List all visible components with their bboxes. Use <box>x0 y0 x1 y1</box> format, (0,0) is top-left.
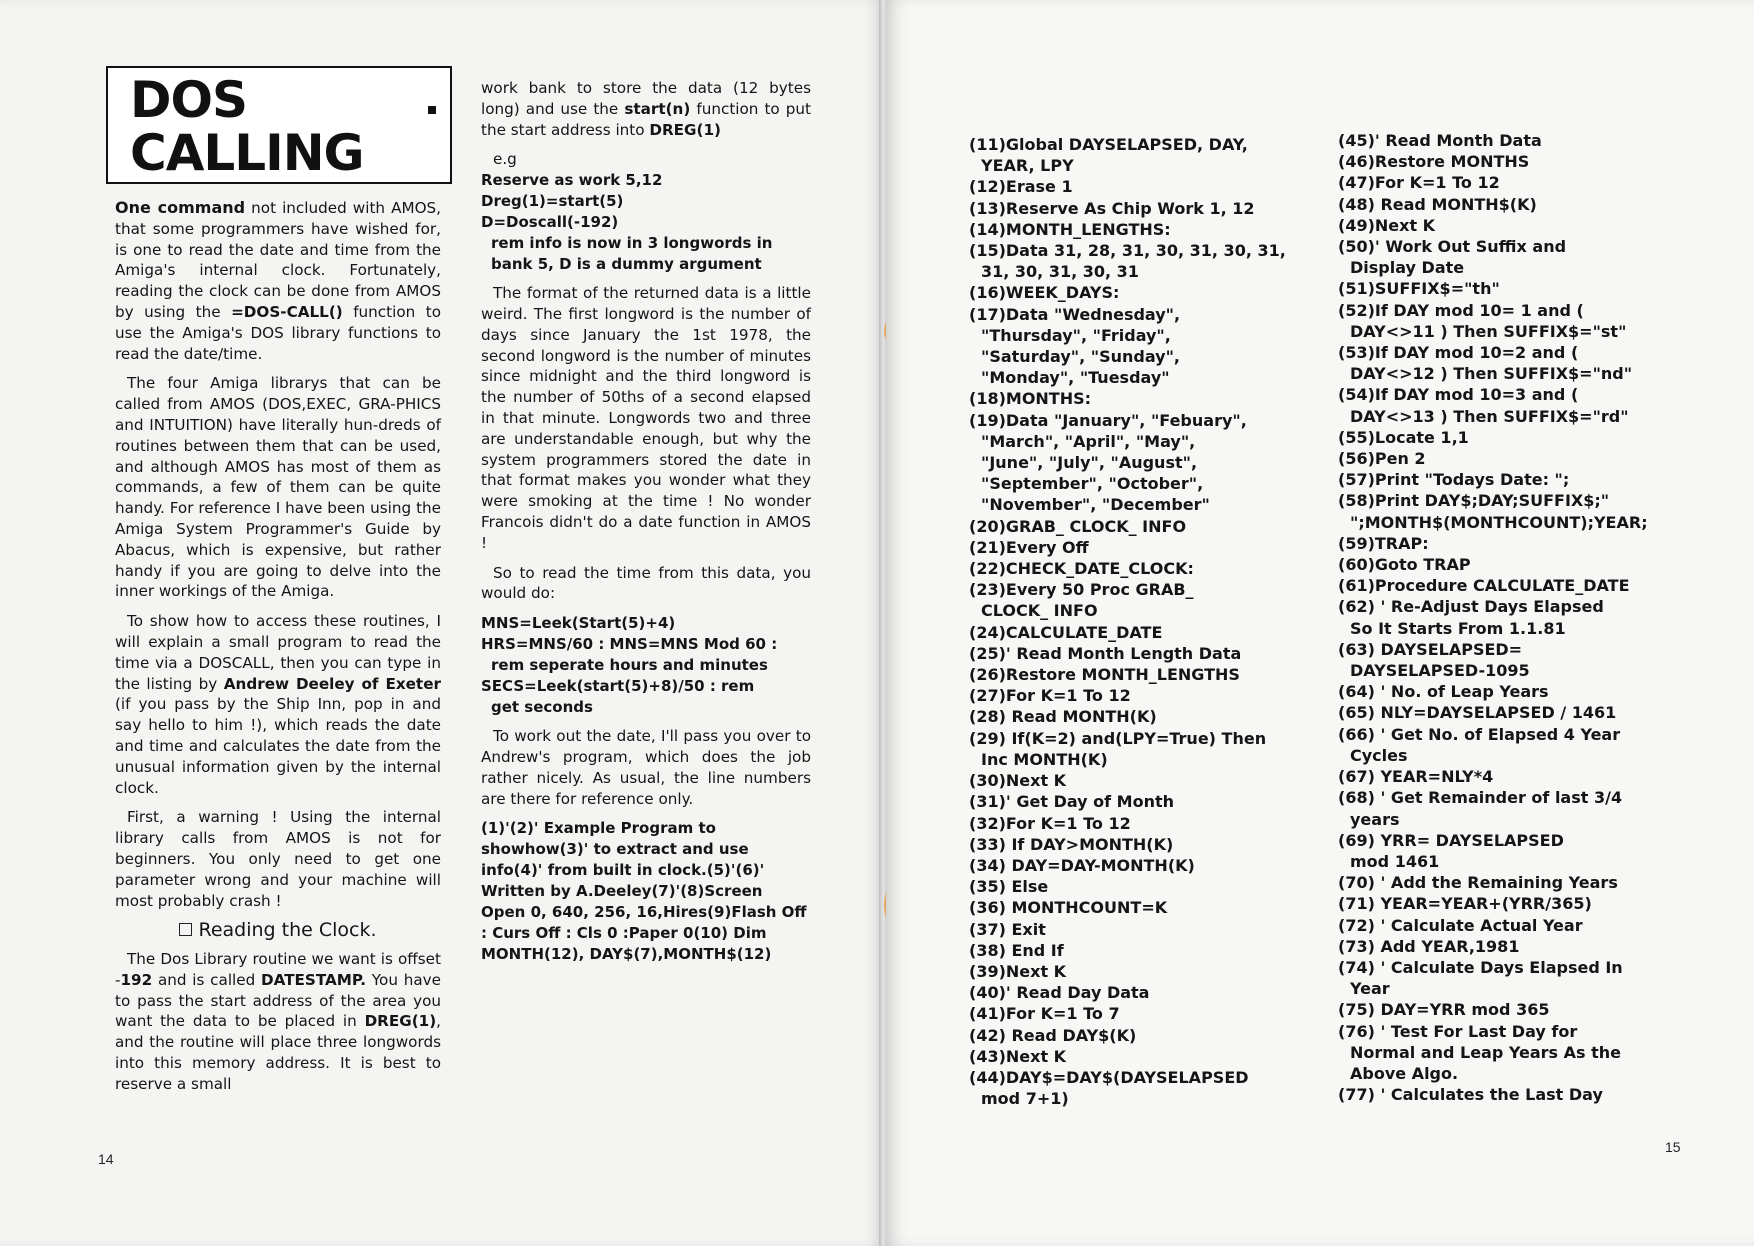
listing-line: (54)If DAY mod 10=3 and ( <box>1338 385 1579 405</box>
listing-line: (35) Else <box>969 877 1049 897</box>
code-line: Dreg(1)=start(5) <box>481 192 624 211</box>
listing-line: (21)Every Off <box>969 537 1089 557</box>
page-number-right: 15 <box>1665 1139 1681 1155</box>
listing-line: (8)Screen Open 0, 640, 256, 16, <box>481 882 763 922</box>
listing-line: (24)CALCULATE_DATE <box>969 622 1163 642</box>
listing-line: (63) DAYSELAPSED= <box>1338 639 1523 659</box>
listing-line: (61)Procedure CALCULATE_DATE <box>1338 576 1630 596</box>
listing-column-4 <box>1338 130 1648 1105</box>
listing-line: (31)' Get Day of Month <box>969 792 1175 812</box>
listing-line: (67) YEAR=NLY*4 <box>1338 767 1494 787</box>
listing-line-continuation: Paper 0 <box>628 924 694 943</box>
listing-line: (34) DAY=DAY-MONTH(K) <box>969 855 1195 875</box>
paragraph-workbank: work bank to store the data (12 bytes long) and use the start(n) function to put the start address into DREG(1) <box>481 79 811 139</box>
paragraph-read-time: So to read the time from this data, you would do: <box>481 563 811 603</box>
code-block-reserve <box>481 170 811 275</box>
paragraph-intro: One command not included with AMOS, that some programmers have wished for, is one to read the date and time from the Amiga's internal clock. Fortunately, reading the clock can be done from AMOS by using the =DOS-CALL() function to use the Amiga's DOS library functions to read the date/time. <box>115 198 441 363</box>
listing-line: (38) End If <box>969 940 1064 960</box>
listing-start <box>481 818 811 965</box>
code-line: HRS=MNS/60 : MNS=MNS Mod 60 : <box>481 635 778 654</box>
listing-line: (56)Pen 2 <box>1338 449 1426 469</box>
code-block-time <box>481 613 811 718</box>
listing-line-continuation: "Monday", "Tuesday" <box>981 368 1170 388</box>
listing-line: (36) MONTHCOUNT=K <box>969 898 1168 918</box>
listing-line: (16)WEEK_DAYS: <box>969 283 1120 303</box>
paragraph-routines: To show how to access these routines, I will explain a small program to read the time via a DOSCALL, then you can type in the listing by Andrew Deeley of Exeter (if you pass by the Ship Inn, pop in and say hello to him !), which reads the date and time and calculates the date from the unusual information given by the internal clock. <box>115 612 441 797</box>
listing-line: (73) Add YEAR,1981 <box>1338 936 1520 956</box>
listing-line-continuation: ";MONTH$(MONTHCOUNT);YEAR; <box>1350 512 1648 532</box>
listing-line: (19)Data "January", "Febuary", <box>969 410 1247 430</box>
listing-line: (23)Every 50 Proc GRAB_ <box>969 580 1194 600</box>
listing-line: (13)Reserve As Chip Work 1, 12 <box>969 198 1255 218</box>
paragraph-format: The format of the returned data is a little weird. The first longword is the number of days since January the 1st 1978, the second longword is the number of minutes since midnight and the third longword is the number of 50ths of a second elapsed in that minute. Longwords two and three are understandable enough, but why the system programmers stored the date in that format makes you wonder what they were smoking at the time ! No wonder Francois didn't do a date function in AMOS ! <box>481 284 811 552</box>
listing-line: (37) Exit <box>969 919 1046 939</box>
listing-line: (32)For K=1 To 12 <box>969 813 1131 833</box>
listing-line: (3)' to extract and use info <box>481 840 749 880</box>
code-line: bank 5, D is a dummy argument <box>491 255 762 274</box>
listing-line-continuation: DAY<>12 ) Then SUFFIX$="nd" <box>1350 364 1633 384</box>
listing-line-continuation: years <box>1350 809 1400 829</box>
listing-line: (62) ' Re-Adjust Days Elapsed <box>1338 597 1604 617</box>
checkbox-icon <box>179 923 192 936</box>
listing-line-continuation: Display Date <box>1350 258 1465 278</box>
listing-line: (28) Read MONTH(K) <box>969 707 1157 727</box>
column-1 <box>115 198 441 1104</box>
listing-line: (5)' <box>706 861 736 880</box>
listing-line-continuation: CLOCK_ INFO <box>981 601 1098 621</box>
paragraph-libraries: The four Amiga librarys that can be called from AMOS (DOS,EXEC, GRA-PHICS and INTUITION) have literally hun-dreds of routines between them that can be used, and although AMOS has most of them as commands, a few of them can be quite handy. For reference I have been using the Amiga System Programmer's Guide by Abacus, which is expensive, but rather handy if you are going to delve into the inner workings of the Amiga. <box>115 374 441 601</box>
listing-line: (9)Flash Off : Curs Off : Cls 0 : <box>481 903 807 943</box>
listing-line: (43)Next K <box>969 1046 1067 1066</box>
listing-line: (64) ' No. of Leap Years <box>1338 682 1549 702</box>
listing-line: (2)' Example Program to show <box>481 819 716 859</box>
listing-line-continuation: "September", "October", <box>981 474 1204 494</box>
listing-line: (57)Print "Todays Date: "; <box>1338 470 1570 490</box>
title-box <box>106 66 452 184</box>
listing-line: (74) ' Calculate Days Elapsed In <box>1338 957 1623 977</box>
listing-line-continuation: Inc MONTH(K) <box>981 749 1108 769</box>
listing-line: (25)' Read Month Length Data <box>969 643 1242 663</box>
listing-line: (42) Read DAY$(K) <box>969 1025 1137 1045</box>
listing-line-continuation: "March", "April", "May", <box>981 431 1196 451</box>
paragraph-warning: First, a warning ! Using the internal library calls from AMOS is not for beginners. You only need to get one parameter wrong and your machine will most probably crash ! <box>115 808 441 910</box>
title-line-1: DOS <box>130 71 248 129</box>
listing-line: (22)CHECK_DATE_CLOCK: <box>969 559 1194 579</box>
listing-line-continuation: Cycles <box>1350 745 1408 765</box>
listing-line: (30)Next K <box>969 771 1067 791</box>
eg-label: e.g <box>493 150 517 169</box>
listing-line: (50)' Work Out Suffix and <box>1338 237 1567 257</box>
listing-line-continuation: So It Starts From 1.1.81 <box>1350 618 1566 638</box>
listing-line: (29) If(K=2) and(LPY=True) Then <box>969 728 1267 748</box>
listing-line: (49)Next K <box>1338 215 1436 235</box>
listing-line: (65) NLY=DAYSELAPSED / 1461 <box>1338 703 1617 723</box>
listing-line-continuation: Above Algo. <box>1350 1063 1459 1083</box>
listing-column-3 <box>969 134 1286 1109</box>
listing-line: (7)' <box>651 882 681 901</box>
listing-line: (48) Read MONTH$(K) <box>1338 194 1537 214</box>
listing-line: (55)Locate 1,1 <box>1338 427 1469 447</box>
listing-line: (59)TRAP: <box>1338 533 1429 553</box>
listing-line: (66) ' Get No. of Elapsed 4 Year <box>1338 724 1621 744</box>
listing-line-continuation: "Thursday", "Friday", <box>981 325 1171 345</box>
listing-line: (41)For K=1 To 7 <box>969 1004 1120 1024</box>
listing-line: (68) ' Get Remainder of last 3/4 <box>1338 788 1623 808</box>
code-line: Reserve as work 5,12 <box>481 171 663 190</box>
listing-line-continuation: Year <box>1350 979 1390 999</box>
code-line: D=Doscall(-192) <box>481 213 619 232</box>
listing-line: (72) ' Calculate Actual Year <box>1338 915 1583 935</box>
listing-line: (45)' Read Month Data <box>1338 131 1542 150</box>
listing-line-continuation: YEAR, LPY <box>981 156 1074 176</box>
listing-line-continuation: mod 1461 <box>1350 851 1440 871</box>
listing-line: (52)If DAY mod 10= 1 and ( <box>1338 300 1584 320</box>
paragraph-workout: To work out the date, I'll pass you over to Andrew's program, which does the job rather nicely. As usual, the line numbers are there for reference only. <box>481 727 811 808</box>
column-2 <box>481 78 811 965</box>
listing-line: (4)' from built in clock. <box>513 861 707 880</box>
title-dot <box>428 106 436 114</box>
paragraph-datestamp: The Dos Library routine we want is offset -192 and is called DATESTAMP. You have to pass the start address of the area you want the data to be placed in DREG(1), and the routine will place three longwords into this memory address. It is best to reserve a small <box>115 950 441 1093</box>
listing-line: (76) ' Test For Last Day for <box>1338 1021 1578 1041</box>
listing-line-continuation: DAY<>13 ) Then SUFFIX$="rd" <box>1350 406 1629 426</box>
listing-line: (60)Goto TRAP <box>1338 555 1471 575</box>
listing-line: (70) ' Add the Remaining Years <box>1338 873 1618 893</box>
code-line: rem info is now in 3 longwords in <box>491 234 773 253</box>
listing-line: (14)MONTH_LENGTHS: <box>969 219 1171 239</box>
listing-line-continuation: DAY<>11 ) Then SUFFIX$="st" <box>1350 321 1627 341</box>
listing-line: (6)' Written by A.Deeley <box>481 861 765 901</box>
listing-line: (46)Restore MONTHS <box>1338 152 1530 172</box>
listing-line: (44)DAY$=DAY$(DAYSELAPSED <box>969 1067 1249 1087</box>
listing-line: (77) ' Calculates the Last Day <box>1338 1085 1603 1105</box>
title-line-2: CALLING <box>130 124 364 182</box>
listing-line: (33) If DAY>MONTH(K) <box>969 834 1174 854</box>
listing-line-continuation: MONTH$(12) <box>663 945 772 964</box>
listing-line: (11)Global DAYSELAPSED, DAY, <box>969 135 1248 154</box>
code-line: SECS=Leek(start(5)+8)/50 : rem <box>481 677 755 696</box>
code-line: MNS=Leek(Start(5)+4) <box>481 614 676 633</box>
listing-line-continuation: "Saturday", "Sunday", <box>981 347 1180 367</box>
listing-line: (71) YEAR=YEAR+(YRR/365) <box>1338 894 1592 914</box>
listing-line: (27)For K=1 To 12 <box>969 686 1131 706</box>
listing-line: (15)Data 31, 28, 31, 30, 31, 30, 31, <box>969 241 1286 261</box>
listing-line: (10) Dim MONTH(12), DAY$(7), <box>481 924 767 964</box>
listing-line: (53)If DAY mod 10=2 and ( <box>1338 343 1579 363</box>
listing-line: (18)MONTHS: <box>969 389 1092 409</box>
page-number-left: 14 <box>98 1151 114 1167</box>
code-line: rem seperate hours and minutes <box>491 656 768 675</box>
listing-line-continuation: mod 7+1) <box>981 1089 1069 1109</box>
listing-line-continuation: how <box>524 840 560 859</box>
listing-line: (47)For K=1 To 12 <box>1338 173 1500 193</box>
listing-line: (40)' Read Day Data <box>969 983 1150 1003</box>
right-page <box>886 0 1754 1246</box>
article-title <box>130 71 364 182</box>
listing-line: (75) DAY=YRR mod 365 <box>1338 1000 1550 1020</box>
listing-line-continuation: DAYSELAPSED-1095 <box>1350 661 1530 681</box>
listing-line: (20)GRAB_ CLOCK_ INFO <box>969 516 1187 536</box>
listing-line: (58)Print DAY$;DAY;SUFFIX$;" <box>1338 491 1610 511</box>
listing-line-continuation: Hires <box>662 903 708 922</box>
code-line: get seconds <box>491 698 593 717</box>
listing-line: (39)Next K <box>969 961 1067 981</box>
listing-line: (12)Erase 1 <box>969 177 1073 197</box>
listing-line: (1)' <box>481 819 510 838</box>
listing-line-continuation: "June", "July", "August", <box>981 453 1198 473</box>
listing-line-continuation: 31, 30, 31, 30, 31 <box>981 262 1139 282</box>
subheading: Reading the Clock. <box>115 920 441 941</box>
listing-line: (26)Restore MONTH_LENGTHS <box>969 665 1240 685</box>
listing-line-continuation: "November", "December" <box>981 495 1210 515</box>
listing-line: (51)SUFFIX$="th" <box>1338 279 1500 299</box>
listing-line: (17)Data "Wednesday", <box>969 304 1181 324</box>
listing-line: (69) YRR= DAYSELAPSED <box>1338 830 1564 850</box>
listing-line-continuation: Normal and Leap Years As the <box>1350 1042 1621 1062</box>
